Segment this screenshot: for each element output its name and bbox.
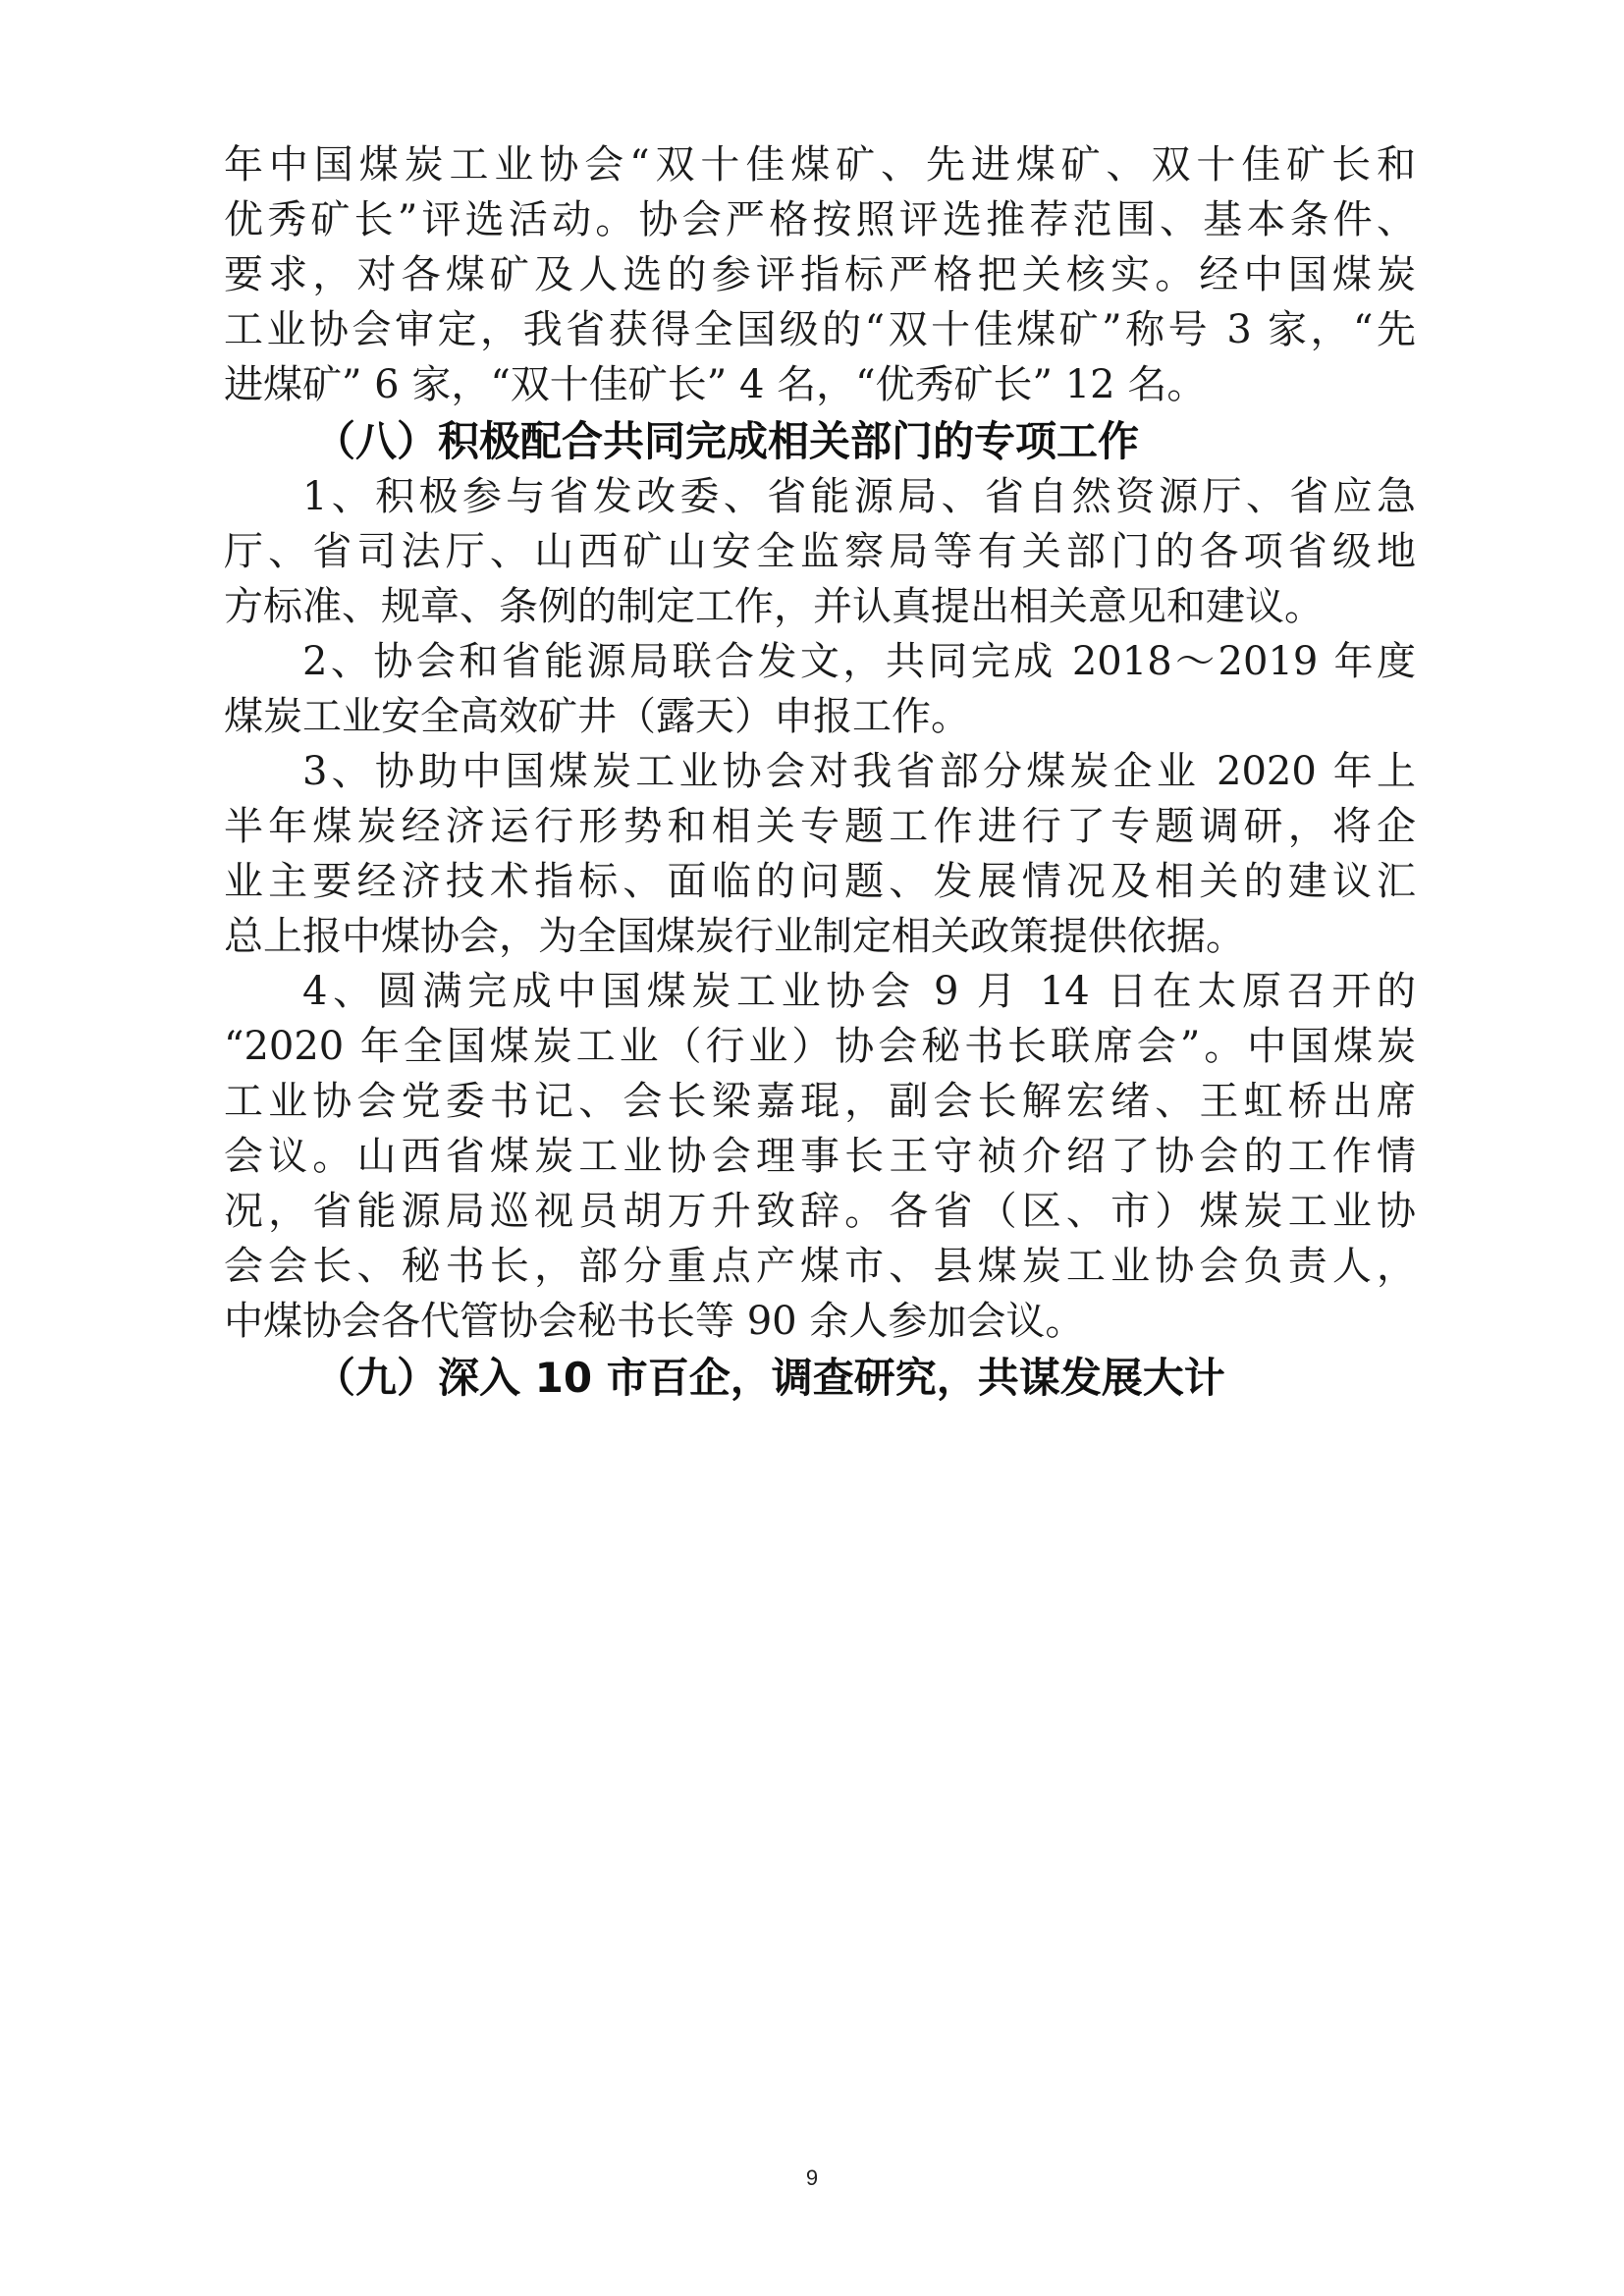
section-heading-9: （九）深入 10 市百企，调查研究，共谋发展大计 <box>314 1354 1225 1402</box>
paragraph-line: 1、积极参与省发改委、省能源局、省自然资源厅、省应急 <box>302 474 1416 519</box>
paragraph-line: 会会长、秘书长，部分重点产煤市、县煤炭工业协会负责人， <box>224 1244 1416 1289</box>
paragraph-line: 业主要经济技术指标、面临的问题、发展情况及相关的建议汇 <box>224 859 1416 904</box>
paragraph-line: 年中国煤炭工业协会“双十佳煤矿、先进煤矿、双十佳矿长和 <box>224 142 1416 187</box>
paragraph-line: 煤炭工业安全高效矿井（露天）申报工作。 <box>224 694 970 739</box>
paragraph-line: 要求，对各煤矿及人选的参评指标严格把关核实。经中国煤炭 <box>224 252 1416 297</box>
paragraph-line: 会议。山西省煤炭工业协会理事长王守祯介绍了协会的工作情 <box>224 1134 1416 1179</box>
paragraph-line: 优秀矿长”评选活动。协会严格按照评选推荐范围、基本条件、 <box>224 197 1416 242</box>
paragraph-line: 况，省能源局巡视员胡万升致辞。各省（区、市）煤炭工业协 <box>224 1189 1416 1234</box>
section-heading-8: （八）积极配合共同完成相关部门的专项工作 <box>314 417 1140 465</box>
paragraph-line: 半年煤炭经济运行形势和相关专题工作进行了专题调研，将企 <box>224 804 1416 849</box>
paragraph-line: 工业协会审定，我省获得全国级的“双十佳煤矿”称号 3 家，“先 <box>224 307 1416 352</box>
paragraph-line: 4、圆满完成中国煤炭工业协会 9 月 14 日在太原召开的 <box>302 969 1416 1014</box>
paragraph-line: 3、协助中国煤炭工业协会对我省部分煤炭企业 2020 年上 <box>302 749 1416 794</box>
paragraph-line: “2020 年全国煤炭工业（行业）协会秘书长联席会”。中国煤炭 <box>224 1024 1416 1069</box>
page-number: 9 <box>805 2165 819 2190</box>
paragraph-line: 2、协会和省能源局联合发文，共同完成 2018～2019 年度 <box>302 639 1416 684</box>
paragraph-line: 厅、省司法厅、山西矿山安全监察局等有关部门的各项省级地 <box>224 529 1416 574</box>
paragraph-line: 进煤矿” 6 家，“双十佳矿长” 4 名，“优秀矿长” 12 名。 <box>224 362 1207 407</box>
paragraph-line: 中煤协会各代管协会秘书长等 90 余人参加会议。 <box>224 1299 1085 1344</box>
paragraph-line: 总上报中煤协会，为全国煤炭行业制定相关政策提供依据。 <box>224 914 1245 959</box>
paragraph-line: 工业协会党委书记、会长梁嘉琨，副会长解宏绪、王虹桥出席 <box>224 1079 1416 1124</box>
paragraph-line: 方标准、规章、条例的制定工作，并认真提出相关意见和建议。 <box>224 584 1324 629</box>
